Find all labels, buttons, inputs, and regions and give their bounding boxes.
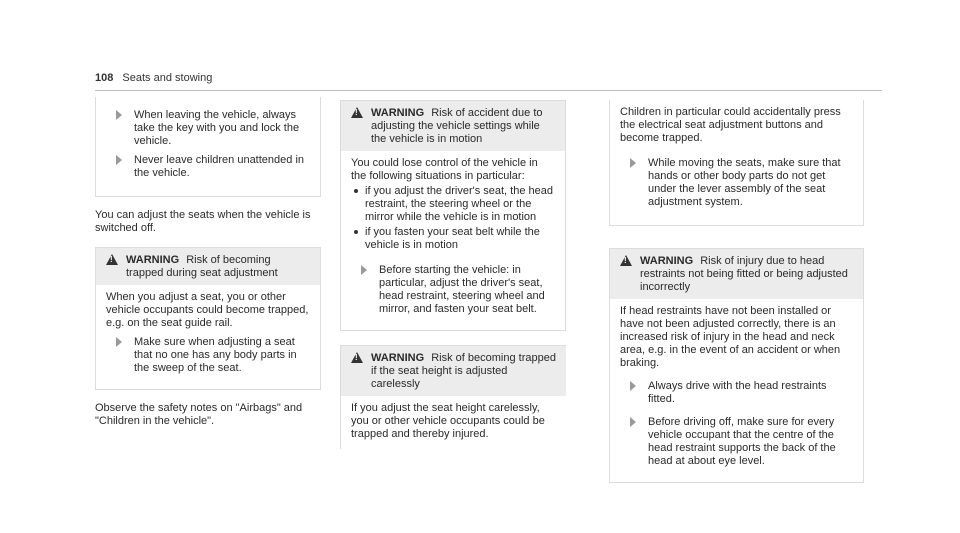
- warning-body: If you adjust the seat height carelessly, you or other vehicle occupants could be trapped and thereby injured.: [351, 402, 545, 440]
- warning-box-trapped-seat: [95, 247, 321, 390]
- bullet-dot-icon: [354, 230, 358, 234]
- step-item: Before starting the vehicle: in particular, adjust the driver's seat, head restraint, steering wheel and mirror, and fasten your seat belt.: [351, 264, 555, 316]
- warning-header: [341, 346, 566, 396]
- step-item: Always drive with the head restraints fitted.: [620, 380, 853, 406]
- warning-triangle-icon: [351, 352, 363, 363]
- section-title: Seats and stowing: [122, 72, 213, 84]
- continued-steps-box: [95, 97, 321, 197]
- warning-triangle-icon: [106, 254, 118, 265]
- arrow-right-icon: [116, 337, 122, 347]
- step-item: Before driving off, make sure for every vehicle occupant that the centre of the head restraint supports the back of the head at about eye level.: [620, 416, 853, 468]
- arrow-right-icon: [630, 158, 636, 168]
- warning-label: WARNING: [371, 352, 425, 364]
- bullet-item: if you fasten your seat belt while the vehicle is in motion: [351, 226, 555, 252]
- arrow-right-icon: [116, 155, 122, 165]
- step-item: Make sure when adjusting a seat that no one has any body parts in the sweep of the seat.: [106, 336, 310, 375]
- warning-body: If head restraints have not been installed or have not been adjusted correctly, there is an increased risk of injury in the head and neck area, e.g. in the event of an accident or when braking. Always drive with the head restraints fitted. Before driving off, make sure for every vehicle occupant that the centre of the head restraint supports the back of the head at about eye level.: [610, 299, 863, 482]
- step-item: While moving the seats, make sure that hands or other body parts do not get under the lever assembly of the seat adjustment system.: [620, 157, 853, 209]
- warning-title: Risk of becoming trapped if the seat height is adjusted carelessly: [371, 352, 556, 390]
- warning-box-accident: [340, 100, 566, 331]
- step-item: Never leave children unattended in the vehicle.: [106, 154, 310, 180]
- page-header: [95, 72, 212, 84]
- step-item: When leaving the vehicle, always take the key with you and lock the vehicle.: [106, 109, 310, 148]
- warning-label: WARNING: [371, 107, 425, 119]
- warning-label: WARNING: [640, 255, 694, 267]
- paragraph: You can adjust the seats when the vehicle is switched off.: [95, 209, 311, 234]
- warning-header: [610, 249, 863, 299]
- column-3: [609, 100, 864, 493]
- arrow-right-icon: [630, 417, 636, 427]
- warning-label: WARNING: [126, 254, 180, 266]
- warning-title: Risk of becoming trapped during seat adjustment: [126, 254, 278, 279]
- page-number: 108: [95, 72, 114, 84]
- column-1: [95, 97, 321, 440]
- bullet-dot-icon: [354, 189, 358, 193]
- warning-box-head-restraints: [609, 248, 864, 483]
- header-divider: [95, 90, 882, 91]
- arrow-right-icon: [361, 265, 367, 275]
- warning-title: Risk of accident due to adjusting the vehicle settings while the vehicle is in motion: [371, 107, 543, 145]
- bullet-item: if you adjust the driver's seat, the head restraint, the steering wheel or the mirror while the vehicle is in motion: [351, 185, 555, 224]
- warning-header: [96, 248, 320, 285]
- warning-body: You could lose control of the vehicle in the following situations in particular: if you adjust the driver's seat, the head restraint, the steering wheel or the mirror while the vehicle is in motion if you fasten your seat belt while the vehicle is in motion Before starting the vehicle: in particular, adjust the driver's seat, head restraint, steering wheel and mirror, and fasten your seat belt.: [351, 157, 553, 315]
- arrow-right-icon: [116, 110, 122, 120]
- warning-triangle-icon: [351, 107, 363, 118]
- warning-triangle-icon: [620, 255, 632, 266]
- warning-body: When you adjust a seat, you or other vehicle occupants could become trapped, e.g. on the seat guide rail. Make sure when adjusting a seat that no one has any body parts in the sweep of the seat.: [106, 291, 309, 374]
- continued-warning-box: Children in particular could accidentally press the electrical seat adjustment buttons and become trapped. While moving the seats, make sure that hands or other body parts do not get under the lever assembly of the seat adjustment system.: [609, 100, 864, 226]
- warning-title: Risk of injury due to head restraints not being fitted or being adjusted incorrectly: [640, 255, 848, 293]
- paragraph: Observe the safety notes on "Airbags" and "Children in the vehicle".: [95, 402, 303, 427]
- warning-header: [341, 101, 565, 151]
- warning-box-seat-height: [340, 345, 566, 449]
- arrow-right-icon: [630, 381, 636, 391]
- column-2: [340, 100, 566, 459]
